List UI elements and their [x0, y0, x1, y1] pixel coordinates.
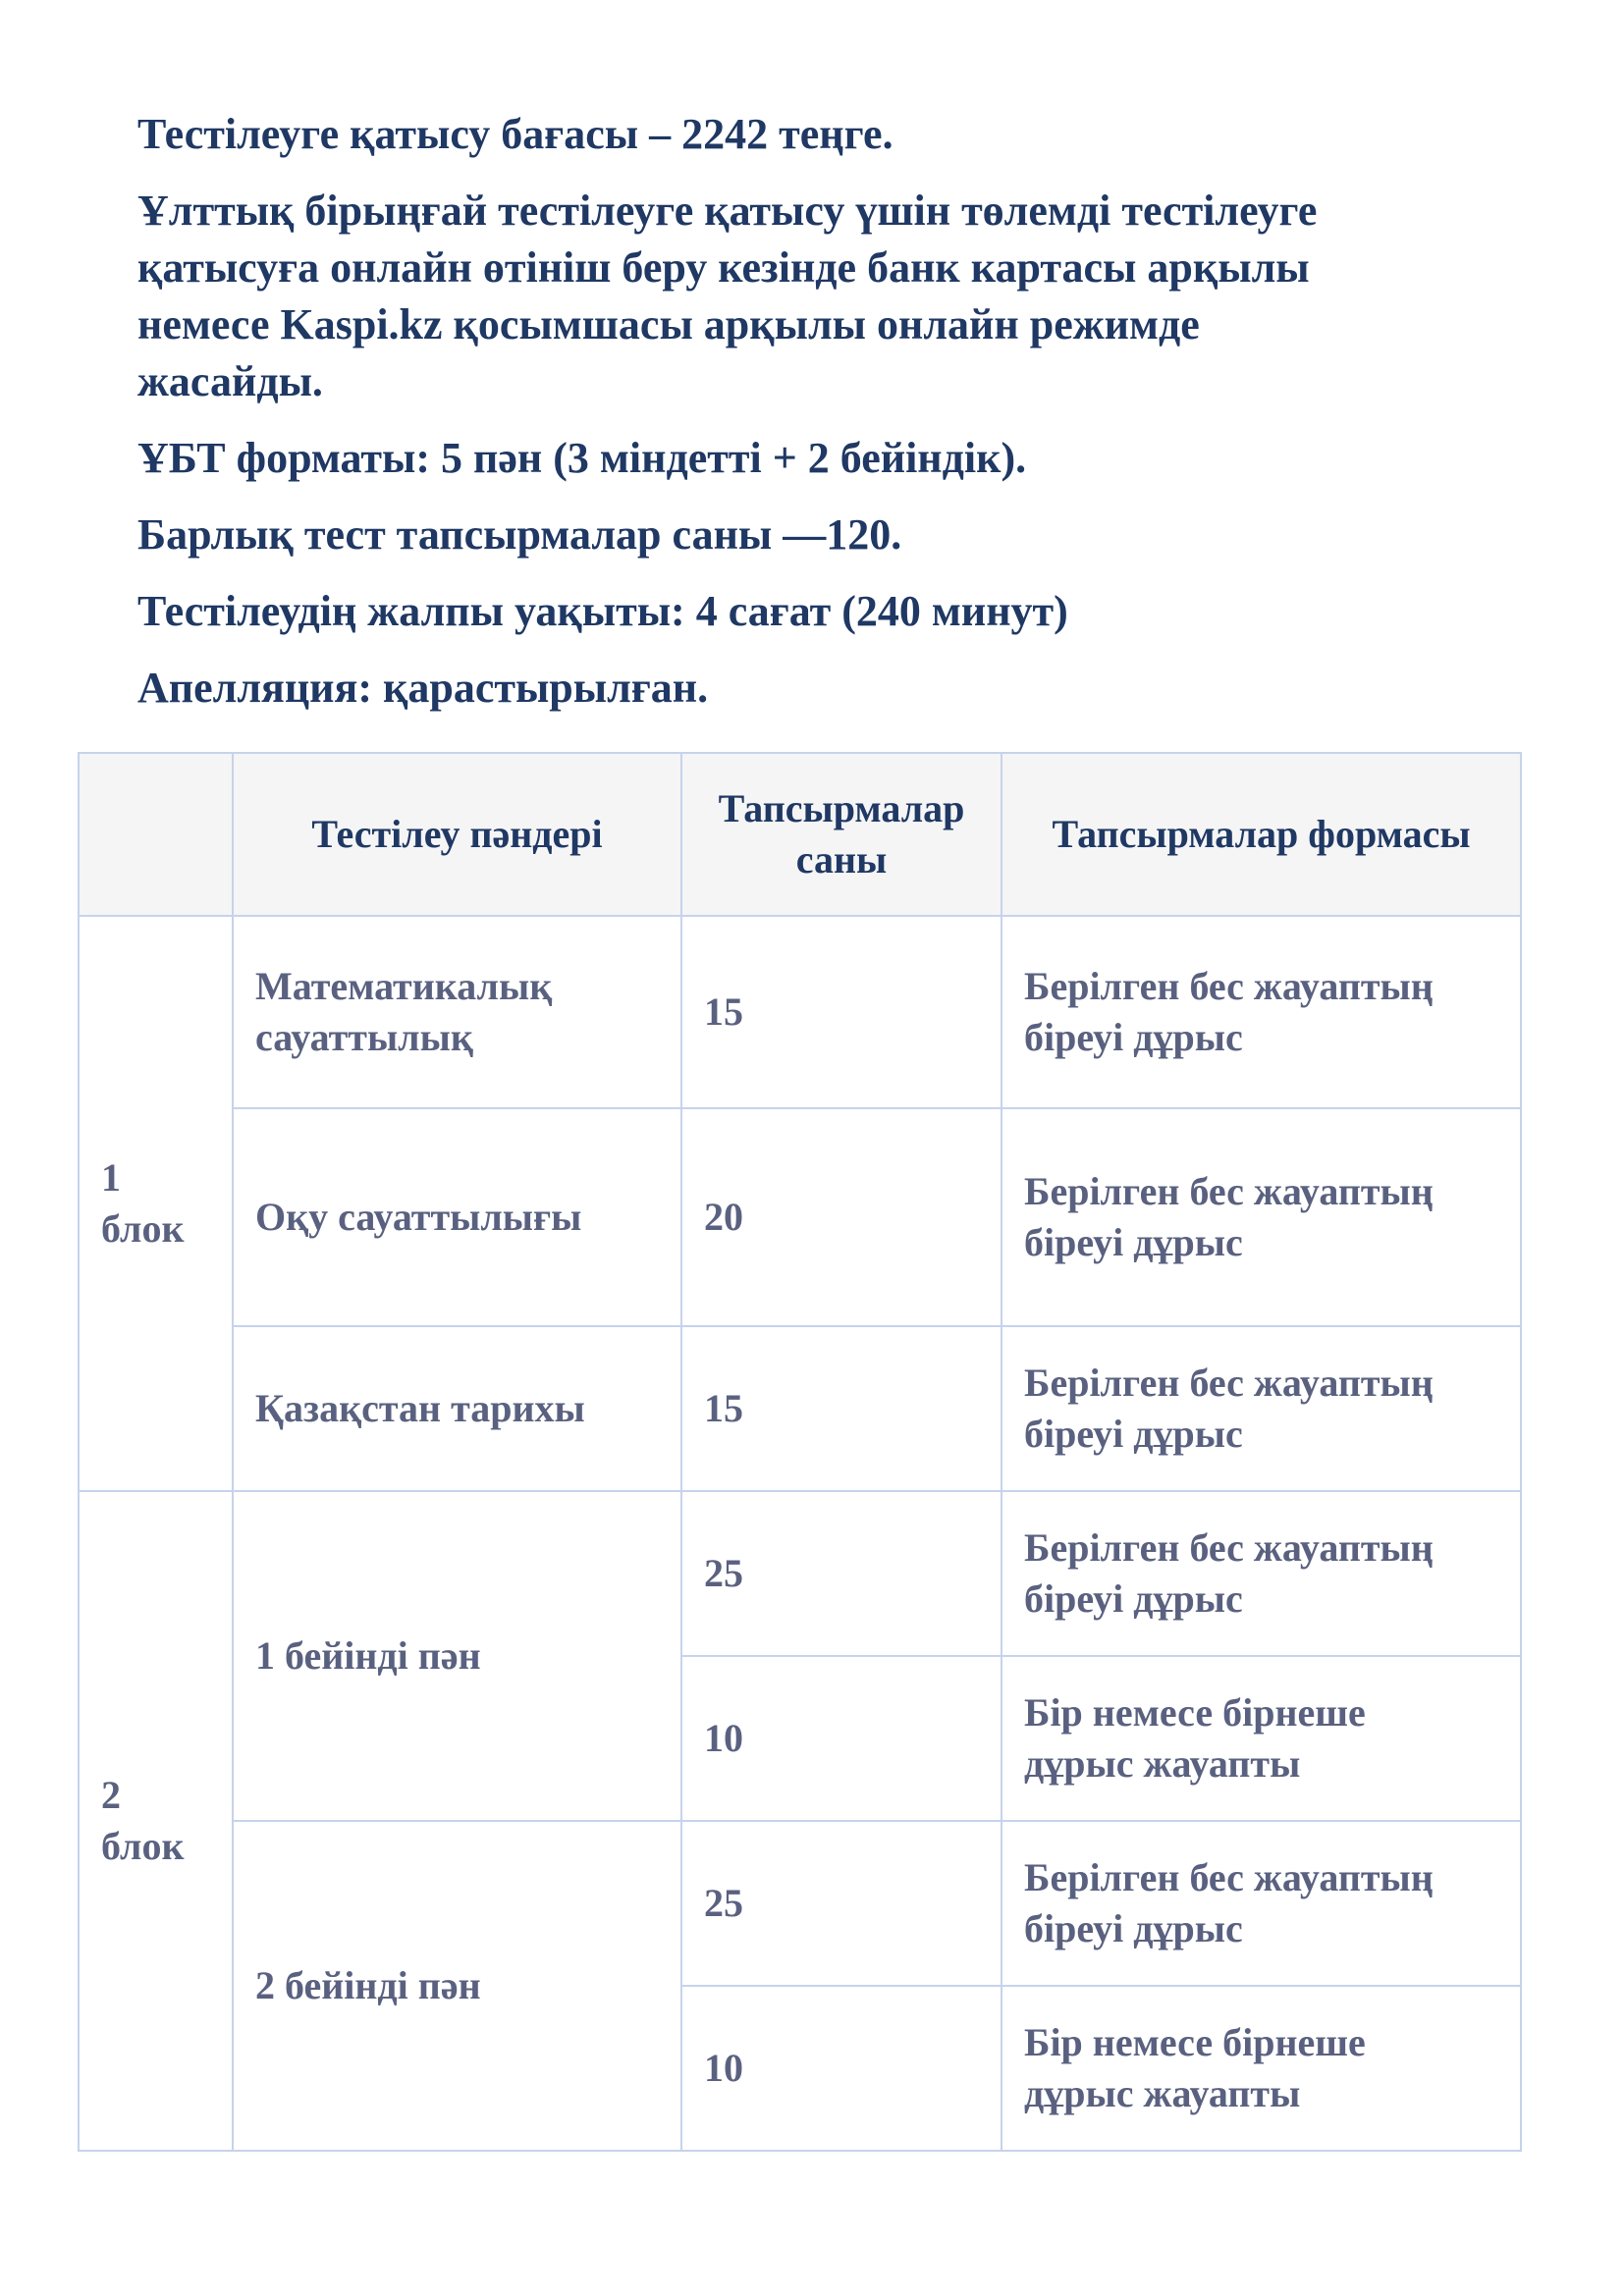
- form-line: Бір немесе бірнеше: [1024, 2020, 1366, 2064]
- header-empty-cell: [79, 753, 233, 916]
- intro-section: [137, 106, 1532, 717]
- format-text: ҰБТ форматы: 5 пән (3 міндетті + 2 бейіндік).: [137, 434, 1027, 482]
- subject-line: Математикалық: [255, 964, 553, 1008]
- form-line: біреуі дұрыс: [1024, 1906, 1243, 1950]
- form-cell: [1001, 1326, 1521, 1491]
- total-time-text: Тестілеудің жалпы уақыты: 4 сағат (240 минут): [137, 587, 1068, 635]
- form-line: біреуі дұрыс: [1024, 1412, 1243, 1456]
- form-cell: [1001, 1108, 1521, 1326]
- header-count: [681, 753, 1001, 916]
- subject-cell: 1 бейінді пән: [233, 1491, 681, 1821]
- subject-cell: Оқу сауаттылығы: [233, 1108, 681, 1326]
- form-line: біреуі дұрыс: [1024, 1576, 1243, 1621]
- form-line: Берілген бес жауаптың: [1024, 1169, 1434, 1213]
- ubt-structure-table: [78, 752, 1522, 2152]
- block-word: блок: [101, 1824, 185, 1868]
- form-line: біреуі дұрыс: [1024, 1015, 1243, 1059]
- payment-line: Ұлттық бірыңғай тестілеуге қатысу үшін төлемді тестілеуге: [137, 187, 1318, 235]
- header-count-line: Тапсырмалар: [718, 786, 965, 830]
- table-row: [79, 1821, 1521, 1986]
- payment-line: немесе Kaspi.kz қосымшасы арқылы онлайн режимде: [137, 300, 1200, 348]
- count-cell: 10: [681, 1986, 1001, 2151]
- count-cell: 15: [681, 1326, 1001, 1491]
- subject-cell: 2 бейінді пән: [233, 1821, 681, 2151]
- form-line: Берілген бес жауаптың: [1024, 1525, 1434, 1570]
- count-cell: 20: [681, 1108, 1001, 1326]
- form-line: Бір немесе бірнеше: [1024, 1690, 1366, 1735]
- appeal-text: Апелляция: қарастырылған.: [137, 664, 709, 712]
- form-cell: [1001, 1656, 1521, 1821]
- count-cell: 15: [681, 916, 1001, 1108]
- table-header-row: [79, 753, 1521, 916]
- count-cell: 25: [681, 1491, 1001, 1656]
- total-tasks-text: Барлық тест тапсырмалар саны —120.: [137, 510, 902, 559]
- block-word: блок: [101, 1206, 185, 1251]
- price-text: Тестілеуге қатысу бағасы – 2242 теңге.: [137, 110, 893, 158]
- form-line: біреуі дұрыс: [1024, 1220, 1243, 1264]
- block-number: 1: [101, 1155, 121, 1200]
- payment-text: [137, 183, 1532, 410]
- form-line: Берілген бес жауаптың: [1024, 964, 1434, 1008]
- payment-line: қатысуға онлайн өтініш беру кезінде банк картасы арқылы: [137, 243, 1310, 292]
- form-cell: [1001, 1986, 1521, 2151]
- form-cell: [1001, 1491, 1521, 1656]
- form-cell: [1001, 1821, 1521, 1986]
- block-number: 2: [101, 1773, 121, 1817]
- form-line: Берілген бес жауаптың: [1024, 1361, 1434, 1405]
- table-row: [79, 916, 1521, 1108]
- subject-line: сауаттылық: [255, 1015, 473, 1059]
- form-line: дұрыс жауапты: [1024, 2071, 1301, 2115]
- block-1-label: [79, 916, 233, 1491]
- table-row: [79, 1108, 1521, 1326]
- count-cell: 10: [681, 1656, 1001, 1821]
- payment-line: жасайды.: [137, 357, 323, 405]
- subject-cell: [233, 916, 681, 1108]
- header-form: Тапсырмалар формасы: [1001, 753, 1521, 916]
- form-line: Берілген бес жауаптың: [1024, 1855, 1434, 1899]
- header-subjects: Тестілеу пәндері: [233, 753, 681, 916]
- subject-cell: Қазақстан тарихы: [233, 1326, 681, 1491]
- header-count-line: саны: [795, 837, 888, 881]
- form-line: дұрыс жауапты: [1024, 1741, 1301, 1786]
- count-cell: 25: [681, 1821, 1001, 1986]
- block-2-label: [79, 1491, 233, 2151]
- table-row: [79, 1326, 1521, 1491]
- table-row: [79, 1491, 1521, 1656]
- form-cell: [1001, 916, 1521, 1108]
